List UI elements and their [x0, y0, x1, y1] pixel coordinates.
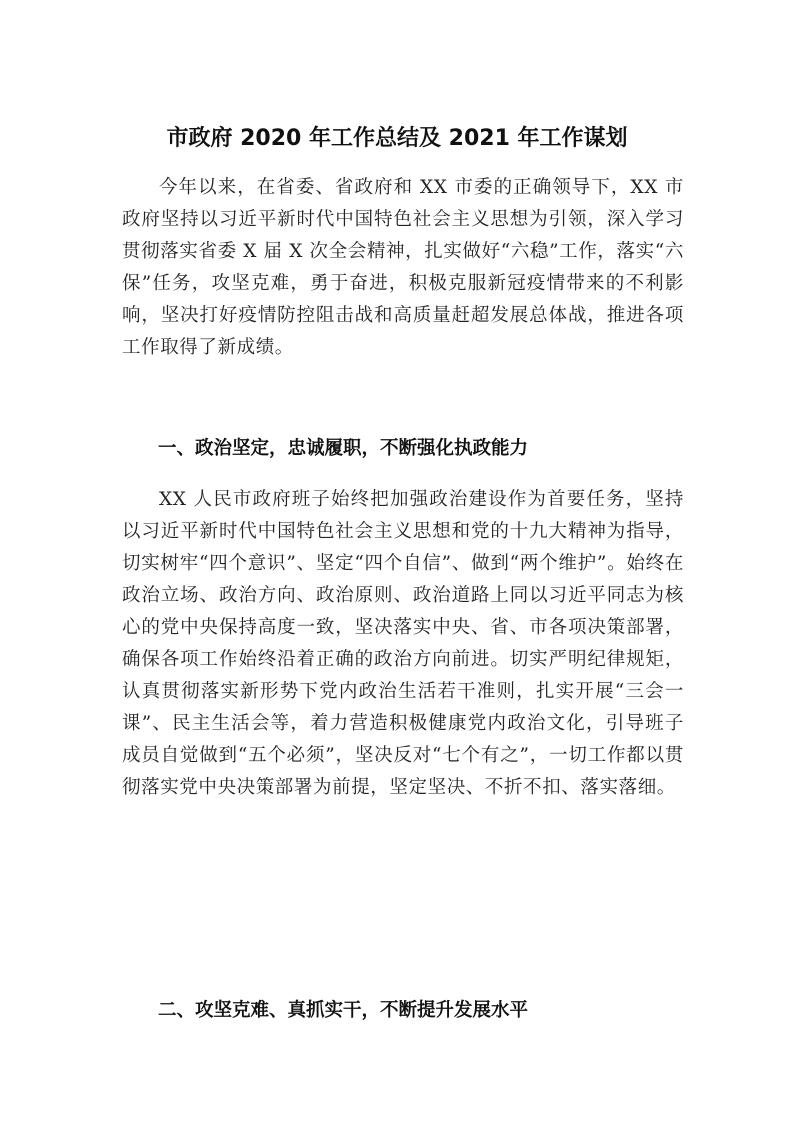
section-1-paragraph: XX 人民市政府班子始终把加强政治建设作为首要任务，坚持以习近平新时代中国特色社会主义思想和党的十九大精神为指导，切实树牢“四个意识”、坚定“四个自信”、做到“两个维护”。始终在政治立场、政治方向、政治原则、政治道路上同以习近平同志为核心的党中央保持高度一致，坚决落实中央、省、市各项决策部署，确保各项工作始终沿着正确的政治方向前进。切实严明纪律规矩，认真贯彻落实新形势下党内政治生活若干准则，扎实开展“三会一课”、民主生活会等，着力营造积极健康党内政治文化，引导班子成员自觉做到“五个必须”，坚决反对“七个有之”，一切工作都以贯彻落实党中央决策部署为前提，坚定坚决、不折不扣、落实落细。	[122, 489, 684, 798]
document-title: 市政府 2020 年工作总结及 2021 年工作谋划	[166, 126, 628, 151]
intro-paragraph: 今年以来，在省委、省政府和 XX 市委的正确领导下，XX 市政府坚持以习近平新时代中国特色社会主义思想为引领，深入学习贯彻落实省委 X 届 X 次全会精神，扎实做好“六稳”工作，落实“六保”任务，攻坚克难，勇于奋进，积极克服新冠疫情带来的不利影响，坚决打好疫情防控阻击战和高质量赶超发展总体战，推进各项工作取得了新成绩。	[122, 177, 684, 358]
section-heading-1: 一、政治坚定，忠诚履职，不断强化执政能力	[158, 438, 529, 459]
section-heading-2: 二、攻坚克难、真抓实干，不断提升发展水平	[158, 1000, 529, 1021]
